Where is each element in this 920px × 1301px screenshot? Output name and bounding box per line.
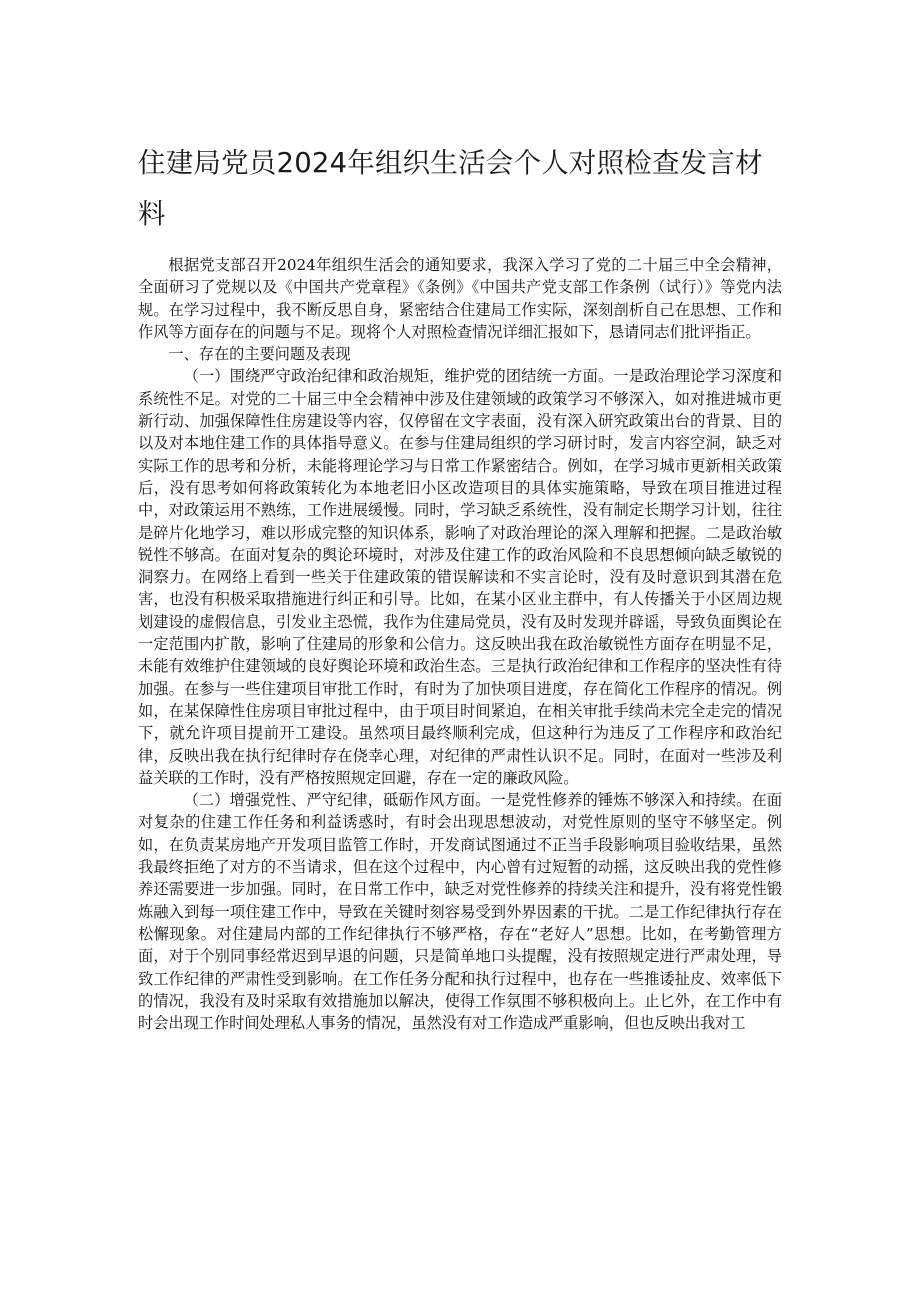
document-title: 住建局党员2024年组织生活会个人对照检查发言材料 — [138, 147, 763, 230]
intro-paragraph: 根据党支部召开2024年组织生活会的通知要求，我深入学习了党的二十届三中全会精神，全面研习了党规以及《中国共产党章程》《条例》《中国共产党支部工作条例（试行）》等党内法规。在学习过程中，我不断反思自身，紧密结合住建局工作实际，深刻剖析自己在思想、工作和作风等方面存在的问题与不足。现将个人对照检查情况详细汇报如下，恳请同志们批评指正。 — [138, 256, 782, 341]
section-heading-1: 一、存在的主要问题及表现 — [168, 345, 351, 364]
document-page — [138, 138, 782, 1034]
problem-item-2: （二）增强党性、严守纪律，砥砺作风方面。一是党性修养的锤炼不够深入和持续。在面对复杂的住建工作任务和利益诱惑时，有时会出现思想波动，对党性原则的坚守不够坚定。例如，在负责某房地产开发项目监管工作时，开发商试图通过不正当手段影响项目验收结果，虽然我最终拒绝了对方的不当请求，但在这个过程中，内心曾有过短暂的动摇，这反映出我的党性修养还需要进一步加强。同时，在日常工作中，缺乏对党性修养的持续关注和提升，没有将党性锻炼融入到每一项住建工作中，导致在关键时刻容易受到外界因素的干扰。二是工作纪律执行存在松懈现象。对住建局内部的工作纪律执行不够严格，存在“老好人”思想。比如，在考勤管理方面，对于个别同事经常迟到早退的问题，只是简单地口头提醒，没有按照规定进行严肃处理，导致工作纪律的严肃性受到影响。在工作任务分配和执行过程中，也存在一些推诿扯皮、效率低下的情况，我没有及时采取有效措施加以解决，使得工作氛围不够积极向上。止匕外，在工作中有时会出现工作时间处理私人事务的情况，虽然没有对工作造成严重影响，但也反映出我对工 — [138, 791, 782, 1033]
problem-item-1: （一）围绕严守政治纪律和政治规矩，维护党的团结统一方面。一是政治理论学习深度和系统性不足。对党的二十届三中全会精神中涉及住建领域的政策学习不够深入，如对推进城市更新行动、加强保障性住房建设等内容，仅停留在文字表面，没有深入研究政策出台的背景、目的以及对本地住建工作的具体指导意义。在参与住建局组织的学习研讨时，发言内容空洞，缺乏对实际工作的思考和分析，未能将理论学习与日常工作紧密结合。例如，在学习城市更新相关政策后，没有思考如何将政策转化为本地老旧小区改造项目的具体实施策略，导致在项目推进过程中，对政策运用不熟练，工作进展缓慢。同时，学习缺乏系统性，没有制定长期学习计划，往往是碎片化地学习，难以形成完整的知识体系，影响了对政治理论的深入理解和把握。二是政治敏锐性不够高。在面对复杂的舆论环境时，对涉及住建工作的政治风险和不良思想倾向缺乏敏锐的洞察力。在网络上看到一些关于住建政策的错误解读和不实言论时，没有及时意识到其潜在危害，也没有积极采取措施进行纠正和引导。比如，在某小区业主群中，有人传播关于小区周边规划建设的虚假信息，引发业主恐慌，我作为住建局党员，没有及时发现并辟谣，导致负面舆论在一定范围内扩散，影响了住建局的形象和公信力。这反映出我在政治敏锐性方面存在明显不足，未能有效维护住建领域的良好舆论环境和政治生态。三是执行政治纪律和工作程序的坚决性有待加强。在参与一些住建项目审批工作时，有时为了加快项目进度，存在简化工作程序的情况。例如，在某保障性住房项目审批过程中，由于项目时间紧迫，在相关审批手续尚未完全走完的情况下，就允许项目提前开工建设。虽然项目最终顺利完成，但这种行为违反了工作程序和政治纪律，反映出我在执行纪律时存在侥幸心理，对纪律的严肃性认识不足。同时，在面对一些涉及利益关联的工作时，没有严格按照规定回避，存在一定的廉政风险。 — [138, 367, 782, 787]
document-body — [138, 254, 782, 1034]
